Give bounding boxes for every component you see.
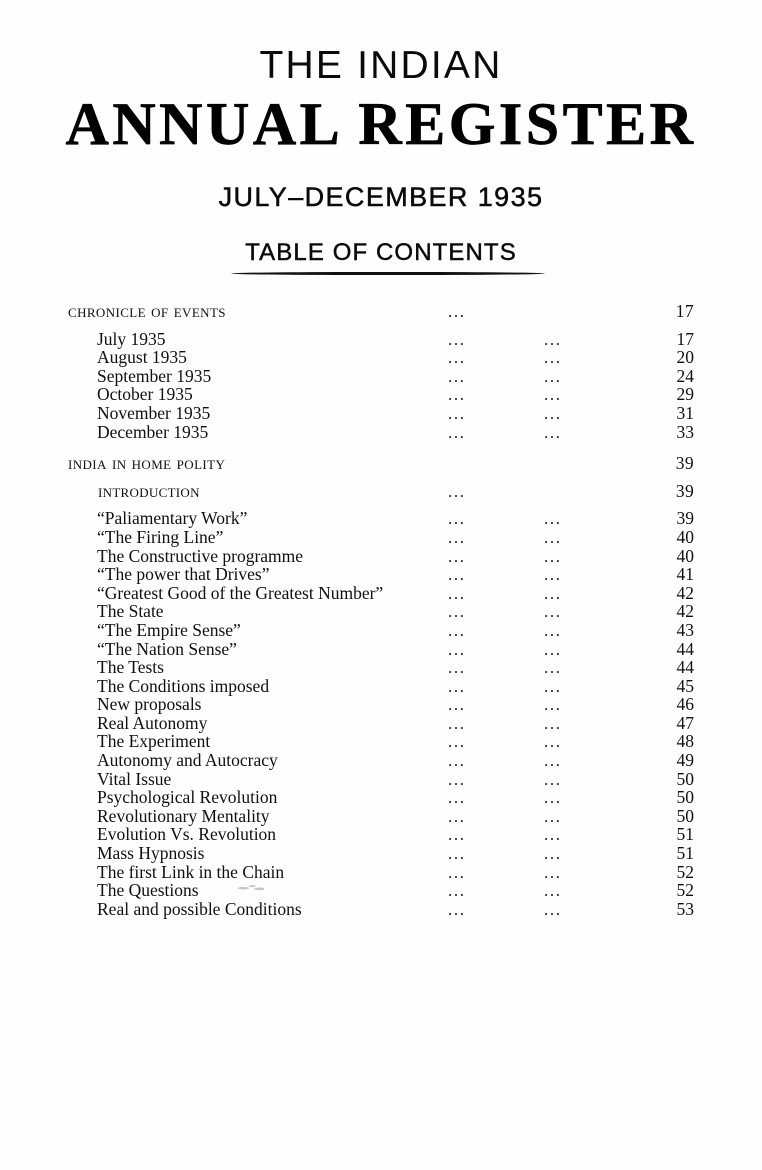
contents-page-number: 42 (676, 582, 694, 603)
contents-leader-dots-b: ... (544, 602, 562, 622)
contents-page-number: 40 (676, 526, 694, 547)
contents-page-number: 24 (676, 365, 694, 386)
contents-leader-dots-b: ... (544, 620, 562, 640)
contents-list (68, 302, 694, 918)
contents-entry-title: “Greatest Good of the Greatest Number” (97, 582, 384, 603)
contents-entry-row[interactable] (68, 658, 694, 677)
contents-leader-dots-b: ... (544, 348, 562, 368)
contents-entry-row[interactable] (68, 330, 694, 349)
contents-entry-title: Vital Issue (97, 768, 172, 789)
contents-leader-dots-b: ... (544, 565, 562, 585)
contents-entry-row[interactable] (68, 528, 694, 547)
contents-entry-row[interactable] (68, 509, 694, 528)
contents-entry-row[interactable] (68, 602, 694, 621)
contents-gap (68, 473, 694, 482)
contents-entry-title: Evolution Vs. Revolution (97, 824, 277, 845)
contents-page-number: 31 (676, 402, 694, 423)
contents-entry-title: Psychological Revolution (97, 787, 278, 808)
contents-leader-dots-b: ... (544, 366, 562, 386)
contents-entry-row[interactable] (68, 385, 694, 404)
contents-leader-dots-b: ... (544, 422, 562, 442)
contents-leader-dots-a: ... (448, 769, 466, 789)
contents-leader-dots-b: ... (544, 329, 562, 349)
contents-entry-row[interactable] (68, 788, 694, 807)
contents-leader-dots-a: ... (448, 422, 466, 442)
contents-entry-title: “The Firing Line” (97, 526, 224, 547)
contents-entry-title: October 1935 (97, 384, 193, 405)
contents-leader-dots-a: ... (448, 899, 466, 919)
contents-leader-dots-b: ... (544, 806, 562, 826)
contents-page-number: 48 (676, 731, 694, 752)
contents-leader-dots-b: ... (544, 639, 562, 659)
contents-leader-dots-a: ... (448, 881, 466, 901)
contents-leader-dots-a: ... (448, 302, 466, 321)
contents-entry-title: india in home polity (68, 453, 226, 475)
contents-entry-title: November 1935 (97, 402, 211, 423)
contents-page-number: 49 (676, 750, 694, 771)
contents-leader-dots-b: ... (544, 403, 562, 423)
contents-page-number: 51 (676, 843, 694, 864)
contents-entry-title: September 1935 (97, 365, 212, 386)
contents-leader-dots-a: ... (448, 676, 466, 696)
contents-entry-row[interactable] (68, 881, 694, 900)
contents-entry-title: July 1935 (97, 328, 166, 349)
contents-entry-row[interactable] (68, 695, 694, 714)
contents-entry-row[interactable] (68, 732, 694, 751)
contents-leader-dots-b: ... (544, 769, 562, 789)
contents-page-number: 20 (676, 347, 694, 368)
heading-underline-rule (231, 272, 545, 275)
contents-page-number: 53 (676, 898, 694, 919)
contents-entry-row[interactable] (68, 584, 694, 603)
contents-entry-title: The Tests (97, 657, 164, 678)
contents-leader-dots-a: ... (448, 385, 466, 405)
contents-entry-title: Revolutionary Mentality (97, 805, 270, 826)
contents-page-number: 33 (676, 421, 694, 442)
contents-entry-row[interactable] (68, 677, 694, 696)
table-of-contents-heading: TABLE OF CONTENTS (245, 239, 517, 266)
contents-leader-dots-a: ... (448, 602, 466, 622)
contents-entry-title: “The Nation Sense” (97, 638, 237, 659)
contents-leader-dots-b: ... (544, 509, 562, 529)
contents-leader-dots-b: ... (544, 676, 562, 696)
contents-leader-dots-a: ... (448, 713, 466, 733)
contents-page-number: 52 (676, 861, 694, 882)
contents-entry-row[interactable] (68, 621, 694, 640)
contents-leader-dots-b: ... (544, 899, 562, 919)
masthead-period: JULY–DECEMBER 1935 (218, 182, 544, 212)
contents-section-row[interactable] (68, 454, 694, 473)
contents-page-number: 45 (676, 675, 694, 696)
contents-entry-title: “Paliamentary Work” (97, 508, 248, 529)
contents-leader-dots-b: ... (544, 658, 562, 678)
contents-leader-dots-a: ... (448, 329, 466, 349)
contents-page-number: 39 (676, 508, 694, 529)
masthead-title: ANNUAL REGISTER (65, 91, 697, 157)
contents-leader-dots-a: ... (448, 366, 466, 386)
contents-entry-title: The Experiment (97, 731, 211, 752)
contents-page-number: 17 (675, 301, 694, 321)
contents-entry-row[interactable] (68, 714, 694, 733)
contents-leader-dots-b: ... (544, 546, 562, 566)
contents-entry-title: The Constructive programme (97, 545, 304, 566)
contents-leader-dots-b: ... (544, 844, 562, 864)
contents-entry-title: December 1935 (97, 421, 209, 442)
contents-page-number: 29 (676, 384, 694, 405)
contents-leader-dots-b: ... (544, 788, 562, 808)
contents-page-number: 50 (676, 787, 694, 808)
contents-leader-dots-b: ... (544, 881, 562, 901)
contents-leader-dots-a: ... (448, 527, 466, 547)
contents-entry-title: The Conditions imposed (97, 675, 270, 696)
contents-entry-row[interactable] (68, 348, 694, 367)
contents-leader-dots-a: ... (448, 695, 466, 715)
contents-page-number: 40 (676, 545, 694, 566)
contents-entry-row[interactable] (68, 770, 694, 789)
contents-entry-title: Mass Hypnosis (97, 843, 205, 864)
contents-section-row[interactable] (68, 302, 694, 321)
contents-page-number: 43 (676, 619, 694, 640)
contents-entry-row[interactable] (68, 825, 694, 844)
contents-subhead-row[interactable] (68, 482, 694, 501)
contents-leader-dots-b: ... (544, 751, 562, 771)
contents-leader-dots-a: ... (448, 546, 466, 566)
contents-entry-title: The first Link in the Chain (97, 861, 285, 882)
contents-page-number: 51 (676, 824, 694, 845)
contents-entry-title: Real and possible Conditions (97, 898, 302, 919)
contents-entry-row[interactable] (68, 900, 694, 919)
contents-leader-dots-b: ... (544, 385, 562, 405)
contents-leader-dots-a: ... (448, 658, 466, 678)
contents-leader-dots-a: ... (448, 481, 466, 501)
contents-entry-title: Autonomy and Autocracy (97, 750, 278, 771)
contents-entry-title: Real Autonomy (97, 712, 208, 733)
contents-leader-dots-b: ... (544, 732, 562, 752)
contents-page-number: 42 (676, 601, 694, 622)
contents-entry-title: August 1935 (97, 347, 187, 368)
contents-leader-dots-a: ... (448, 348, 466, 368)
contents-page-number: 41 (676, 564, 694, 585)
contents-page-number: 52 (676, 880, 694, 901)
contents-leader-dots-a: ... (448, 862, 466, 882)
contents-entry-row[interactable] (68, 547, 694, 566)
contents-entry-title: New proposals (97, 694, 202, 715)
contents-leader-dots-a: ... (448, 565, 466, 585)
contents-entry-title: “The power that Drives” (97, 564, 270, 585)
contents-leader-dots-a: ... (448, 788, 466, 808)
contents-entry-row[interactable] (68, 807, 694, 826)
contents-page-number: 47 (676, 712, 694, 733)
contents-leader-dots-a: ... (448, 844, 466, 864)
contents-leader-dots-a: ... (448, 751, 466, 771)
contents-leader-dots-a: ... (448, 639, 466, 659)
contents-entry-title: introduction (98, 481, 200, 502)
masthead-supertitle: THE INDIAN (259, 44, 503, 87)
contents-entry-row[interactable] (68, 863, 694, 882)
contents-leader-dots-a: ... (448, 583, 466, 603)
contents-page-number: 50 (676, 805, 694, 826)
contents-leader-dots-a: ... (448, 806, 466, 826)
contents-leader-dots-b: ... (544, 862, 562, 882)
contents-entry-row[interactable] (68, 844, 694, 863)
contents-page-number: 44 (676, 657, 694, 678)
contents-entry-row[interactable] (68, 423, 694, 442)
contents-page-number: 50 (676, 768, 694, 789)
contents-leader-dots-a: ... (448, 825, 466, 845)
contents-leader-dots-a: ... (448, 403, 466, 423)
contents-leader-dots-b: ... (544, 527, 562, 547)
contents-entry-row[interactable] (68, 751, 694, 770)
contents-entry-row[interactable] (68, 565, 694, 584)
contents-page-number: 44 (676, 638, 694, 659)
contents-leader-dots-b: ... (544, 825, 562, 845)
contents-page-number: 46 (676, 694, 694, 715)
contents-leader-dots-b: ... (544, 583, 562, 603)
contents-page-number: 39 (675, 480, 694, 501)
contents-page-number: 39 (675, 453, 694, 474)
contents-entry-title: The State (97, 601, 164, 622)
contents-entry-row[interactable] (68, 367, 694, 386)
contents-leader-dots-a: ... (448, 509, 466, 529)
contents-entry-row[interactable] (68, 404, 694, 423)
contents-leader-dots-a: ... (448, 620, 466, 640)
contents-entry-title: chronicle of events (68, 301, 226, 322)
contents-entry-row[interactable] (68, 640, 694, 659)
contents-leader-dots-b: ... (544, 713, 562, 733)
contents-entry-title: “The Empire Sense” (97, 619, 241, 640)
contents-leader-dots-a: ... (448, 732, 466, 752)
contents-page-number: 17 (676, 328, 694, 349)
contents-entry-title: The Questions (97, 880, 199, 901)
contents-leader-dots-b: ... (544, 695, 562, 715)
